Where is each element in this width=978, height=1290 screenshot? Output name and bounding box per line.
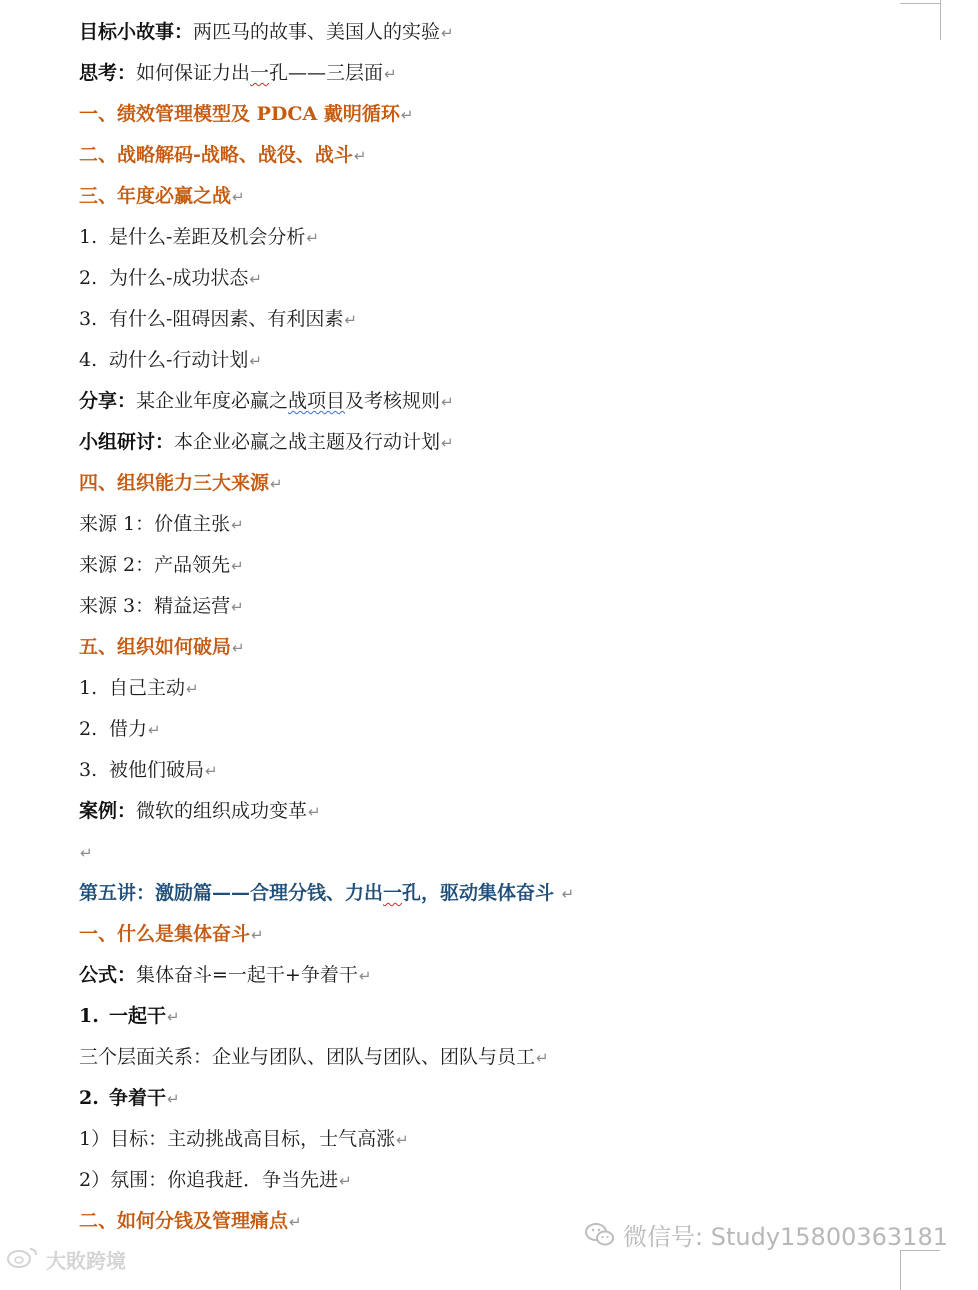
text-line	[79, 586, 959, 627]
line-text: 五、组织如何破局	[79, 636, 232, 658]
paragraph-mark: ↵	[289, 1213, 302, 1231]
text-line	[79, 12, 959, 53]
item-number: 2.	[79, 718, 98, 740]
paragraph-mark: ↵	[148, 721, 161, 739]
item-number: 4.	[79, 349, 98, 371]
paragraph-mark: ↵	[251, 926, 264, 944]
line-label: 案例：	[79, 800, 137, 822]
line-text: 动什么-行动计划	[109, 349, 249, 371]
line-text: 为什么-成功状态	[109, 267, 249, 289]
weibo-icon	[6, 1245, 40, 1274]
numbered-item	[79, 709, 959, 750]
spellcheck-underline: 战项目	[288, 390, 346, 412]
crop-mark-top-right	[900, 3, 940, 4]
line-text: 来源 1：价值主张	[79, 513, 231, 535]
section-heading	[79, 627, 959, 668]
wechat-watermark-text: 微信号: Study15800363181	[623, 1223, 948, 1251]
line-text: 一起干	[109, 1005, 167, 1027]
numbered-item	[79, 340, 959, 381]
numbered-item	[79, 299, 959, 340]
item-number: 2.	[79, 1087, 99, 1109]
line-text: 三、年度必赢之战	[79, 185, 232, 207]
paragraph-mark: ↵	[231, 598, 244, 616]
item-number: 3.	[79, 759, 98, 781]
paragraph-mark: ↵	[396, 1131, 409, 1149]
item-number: 1.	[79, 1005, 99, 1027]
section-heading	[79, 135, 959, 176]
paragraph-mark: ↵	[186, 680, 199, 698]
paragraph-mark: ↵	[441, 24, 454, 42]
text-line	[79, 545, 959, 586]
line-text: 一、什么是集体奋斗	[79, 923, 251, 945]
line-text: 有什么-阻碍因素、有利因素	[109, 308, 344, 330]
source-watermark	[6, 1245, 126, 1274]
paragraph-mark: ↵	[249, 352, 262, 370]
line-text: 某企业年度必赢之	[136, 390, 289, 412]
paragraph-mark: ↵	[80, 844, 93, 862]
lecture-title	[79, 873, 959, 914]
line-label: 小组研讨：	[79, 431, 175, 453]
line-text: 自己主动	[109, 677, 186, 699]
paragraph-mark: ↵	[205, 762, 218, 780]
line-text: 微软的组织成功变革	[136, 800, 308, 822]
item-number: 1.	[79, 226, 98, 248]
paragraph-mark: ↵	[249, 270, 262, 288]
text-line	[79, 955, 959, 996]
line-text: 及考核规则	[345, 390, 441, 412]
section-heading	[79, 463, 959, 504]
line-text: 孔，驱动集体奋斗	[402, 882, 561, 904]
text-line	[79, 1037, 959, 1078]
paragraph-mark: ↵	[536, 1049, 549, 1067]
line-label: 目标小故事：	[79, 21, 194, 43]
section-heading	[79, 176, 959, 217]
paragraph-mark: ↵	[441, 393, 454, 411]
paragraph-mark: ↵	[561, 885, 575, 903]
line-text: 如何保证力出	[136, 62, 251, 84]
paragraph-mark: ↵	[353, 147, 367, 165]
line-text: 被他们破局	[109, 759, 205, 781]
line-text: 1）目标：主动挑战高目标，士气高涨	[79, 1128, 396, 1150]
line-text: 一、绩效管理模型及 PDCA 戴明循环	[79, 103, 400, 125]
numbered-subheading	[79, 996, 959, 1037]
line-text: 来源 2：产品领先	[79, 554, 231, 576]
item-number: 3.	[79, 308, 98, 330]
item-number: 2.	[79, 267, 98, 289]
wechat-icon	[585, 1222, 615, 1248]
paragraph-mark: ↵	[306, 229, 319, 247]
text-line	[79, 381, 959, 422]
section-heading	[79, 914, 959, 955]
line-label: 分享：	[79, 390, 137, 412]
numbered-subheading	[79, 1078, 959, 1119]
paragraph-mark: ↵	[400, 106, 414, 124]
line-text: 争着干	[109, 1087, 167, 1109]
spellcheck-underline: 一	[383, 882, 403, 904]
paragraph-mark: ↵	[344, 311, 357, 329]
spellcheck-underline: 一	[250, 62, 270, 84]
paragraph-mark: ↵	[167, 1090, 180, 1108]
paragraph-mark: ↵	[339, 1172, 352, 1190]
line-text: 借力	[109, 718, 148, 740]
empty-paragraph	[79, 832, 959, 873]
numbered-item	[79, 217, 959, 258]
numbered-item	[79, 668, 959, 709]
line-text: 孔——三层面	[269, 62, 384, 84]
line-text: 三个层面关系：企业与团队、团队与团队、团队与员工	[79, 1046, 536, 1068]
paragraph-mark: ↵	[308, 803, 321, 821]
text-line	[79, 1119, 959, 1160]
text-line	[79, 53, 959, 94]
paragraph-mark: ↵	[231, 516, 244, 534]
paragraph-mark: ↵	[441, 434, 454, 452]
paragraph-mark: ↵	[167, 1008, 180, 1026]
line-text: 集体奋斗=一起干+争着干	[136, 964, 358, 986]
paragraph-mark: ↵	[270, 475, 283, 493]
text-line	[79, 1160, 959, 1201]
line-text: 来源 3：精益运营	[79, 595, 231, 617]
numbered-item	[79, 258, 959, 299]
line-text: 二、战略解码-战略、战役、战斗	[79, 144, 353, 166]
section-heading	[79, 94, 959, 135]
line-label: 思考：	[79, 62, 137, 84]
wechat-watermark	[585, 1217, 948, 1252]
paragraph-mark: ↵	[384, 65, 397, 83]
line-text: 二、如何分钱及管理痛点	[79, 1210, 289, 1232]
text-line	[79, 791, 959, 832]
line-text: 两匹马的故事、美国人的实验	[193, 21, 441, 43]
item-number: 1.	[79, 677, 98, 699]
paragraph-mark: ↵	[231, 557, 244, 575]
paragraph-mark: ↵	[358, 967, 372, 985]
document-body	[79, 12, 959, 1242]
line-text: 本企业必赢之战主题及行动计划	[174, 431, 441, 453]
text-line	[79, 422, 959, 463]
line-text: 是什么-差距及机会分析	[109, 226, 306, 248]
paragraph-mark: ↵	[232, 639, 245, 657]
text-line	[79, 504, 959, 545]
numbered-item	[79, 750, 959, 791]
source-watermark-text: 大敗跨境	[46, 1249, 126, 1273]
crop-mark-bottom-right-v	[900, 1250, 901, 1290]
line-text: 第五讲：激励篇——合理分钱、力出	[79, 882, 384, 904]
line-text: 2）氛围：你追我赶．争当先进	[79, 1169, 339, 1191]
paragraph-mark: ↵	[232, 188, 245, 206]
line-label: 公式：	[79, 964, 137, 986]
line-text: 四、组织能力三大来源	[79, 472, 270, 494]
